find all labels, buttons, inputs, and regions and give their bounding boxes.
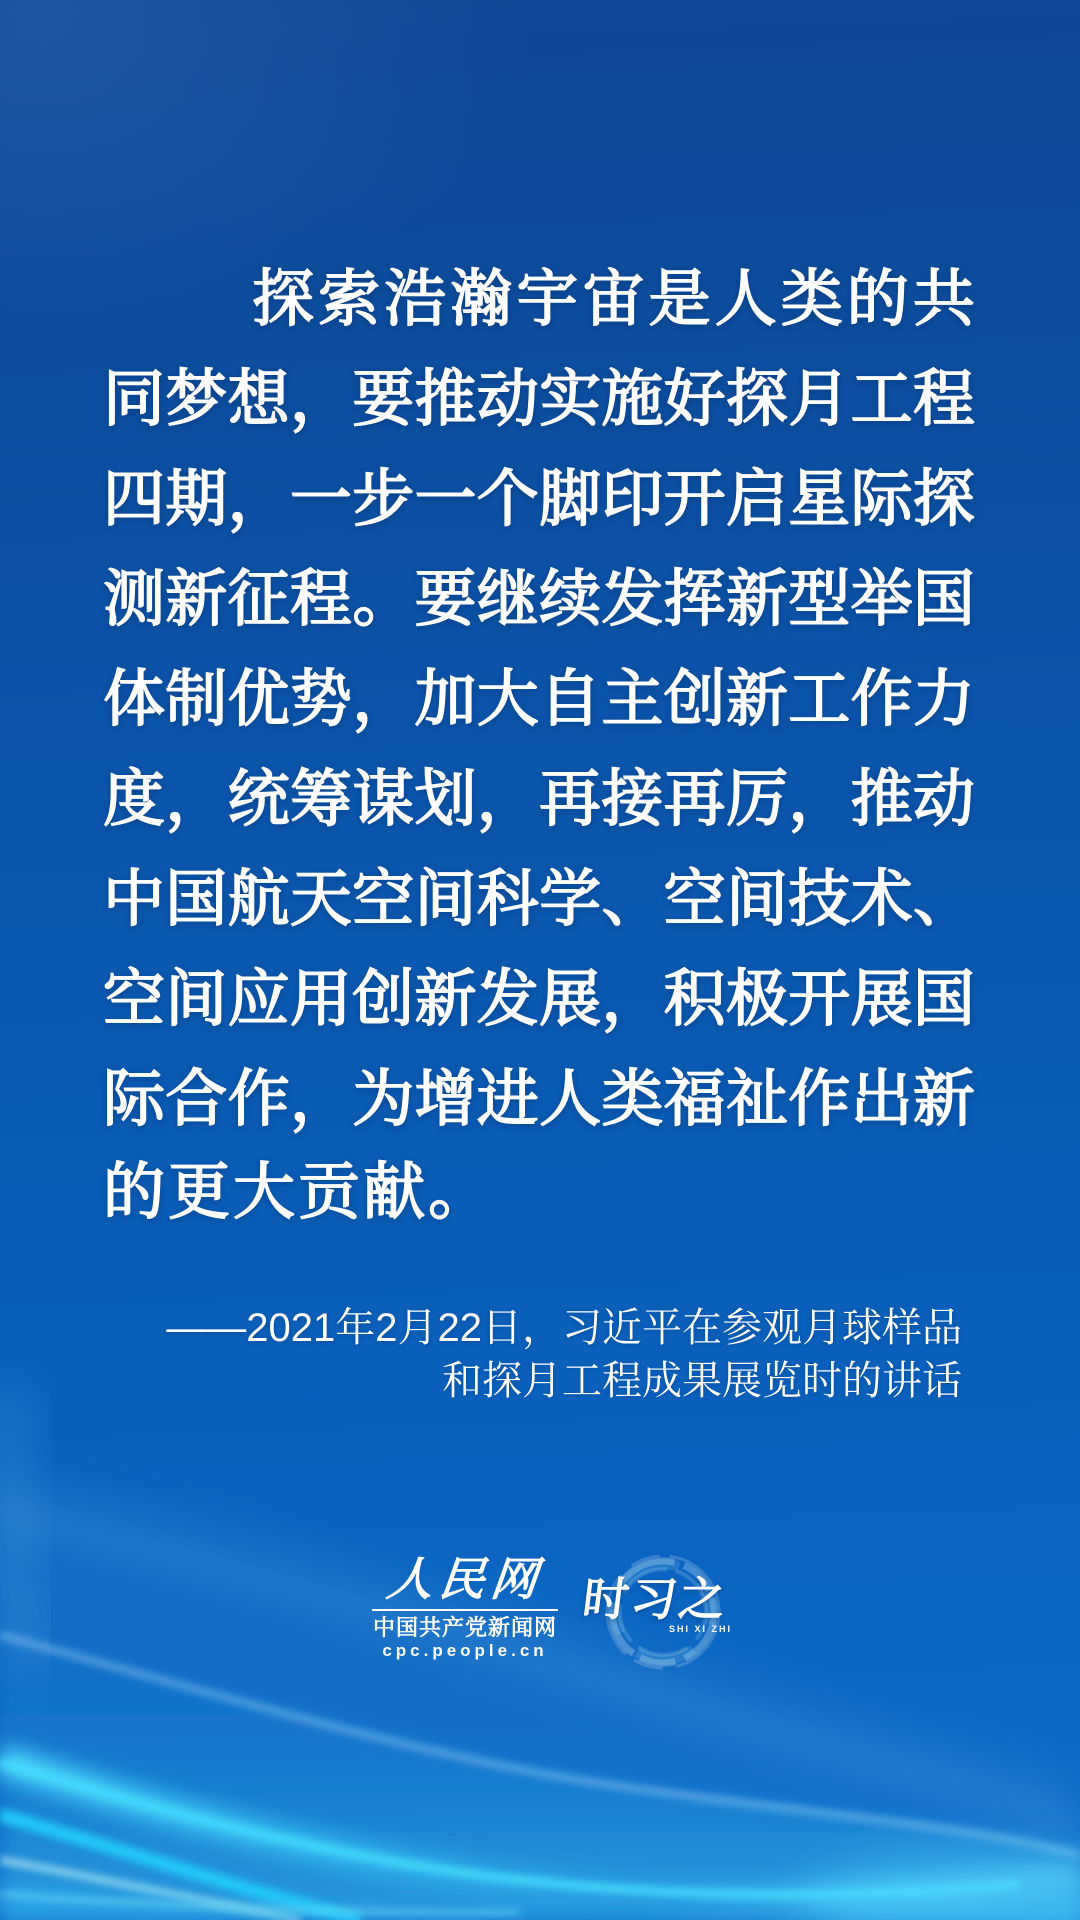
- cpc-news-site-name: 中国共产党新闻网: [372, 1615, 557, 1640]
- quote-line: 中 国 航 天 空 间 科 学 、 空 间 技 术 、: [103, 865, 975, 934]
- quote-line: 的更大贡献。: [103, 1159, 494, 1227]
- quote-line: 空 间 应 用 创 新 发 展 ， 积 极 开 展 国: [103, 965, 975, 1034]
- quote-line: 四 期 ， 一 步 一 个 脚 印 开 启 星 际 探: [103, 465, 975, 534]
- quote-attribution: [0, 1302, 962, 1408]
- attribution-line-1: ——2021年2月22日，习近平在参观月球样品: [166, 1306, 962, 1350]
- quote-line: 同 梦 想 ， 要 推 动 实 施 好 探 月 工 程: [103, 365, 975, 434]
- attribution-line-2: 和探月工程成果展览时的讲话: [442, 1359, 962, 1403]
- shixizhi-logo: [570, 1548, 740, 1674]
- peoples-daily-script-text: 人民网: [384, 1553, 546, 1605]
- quote-text: [103, 243, 975, 1243]
- quote-line: 际 合 作 ， 为 增 进 人 类 福 祉 作 出 新: [103, 1065, 975, 1134]
- quote-line: 测 新 征 程 。 要 继 续 发 挥 新 型 举 国: [103, 565, 975, 634]
- cpc-news-site-url: cpc.people.cn: [382, 1641, 548, 1660]
- footer-logos: [0, 1545, 1080, 1675]
- shixizhi-pinyin-text: SHI XI ZHI: [668, 1624, 732, 1634]
- quote-line: 体 制 优 势 ， 加 大 自 主 创 新 工 作 力: [103, 665, 975, 734]
- shixizhi-title-text: 时习之: [579, 1573, 731, 1625]
- logo-underline: [372, 1609, 558, 1611]
- quote-line: 度 ， 统 筹 谋 划 ， 再 接 再 厉 ， 推 动: [103, 765, 975, 834]
- quote-line: 探 索 浩 瀚 宇 宙 是 人 类 的 共: [252, 265, 975, 334]
- peoples-daily-logo: [372, 1551, 558, 1661]
